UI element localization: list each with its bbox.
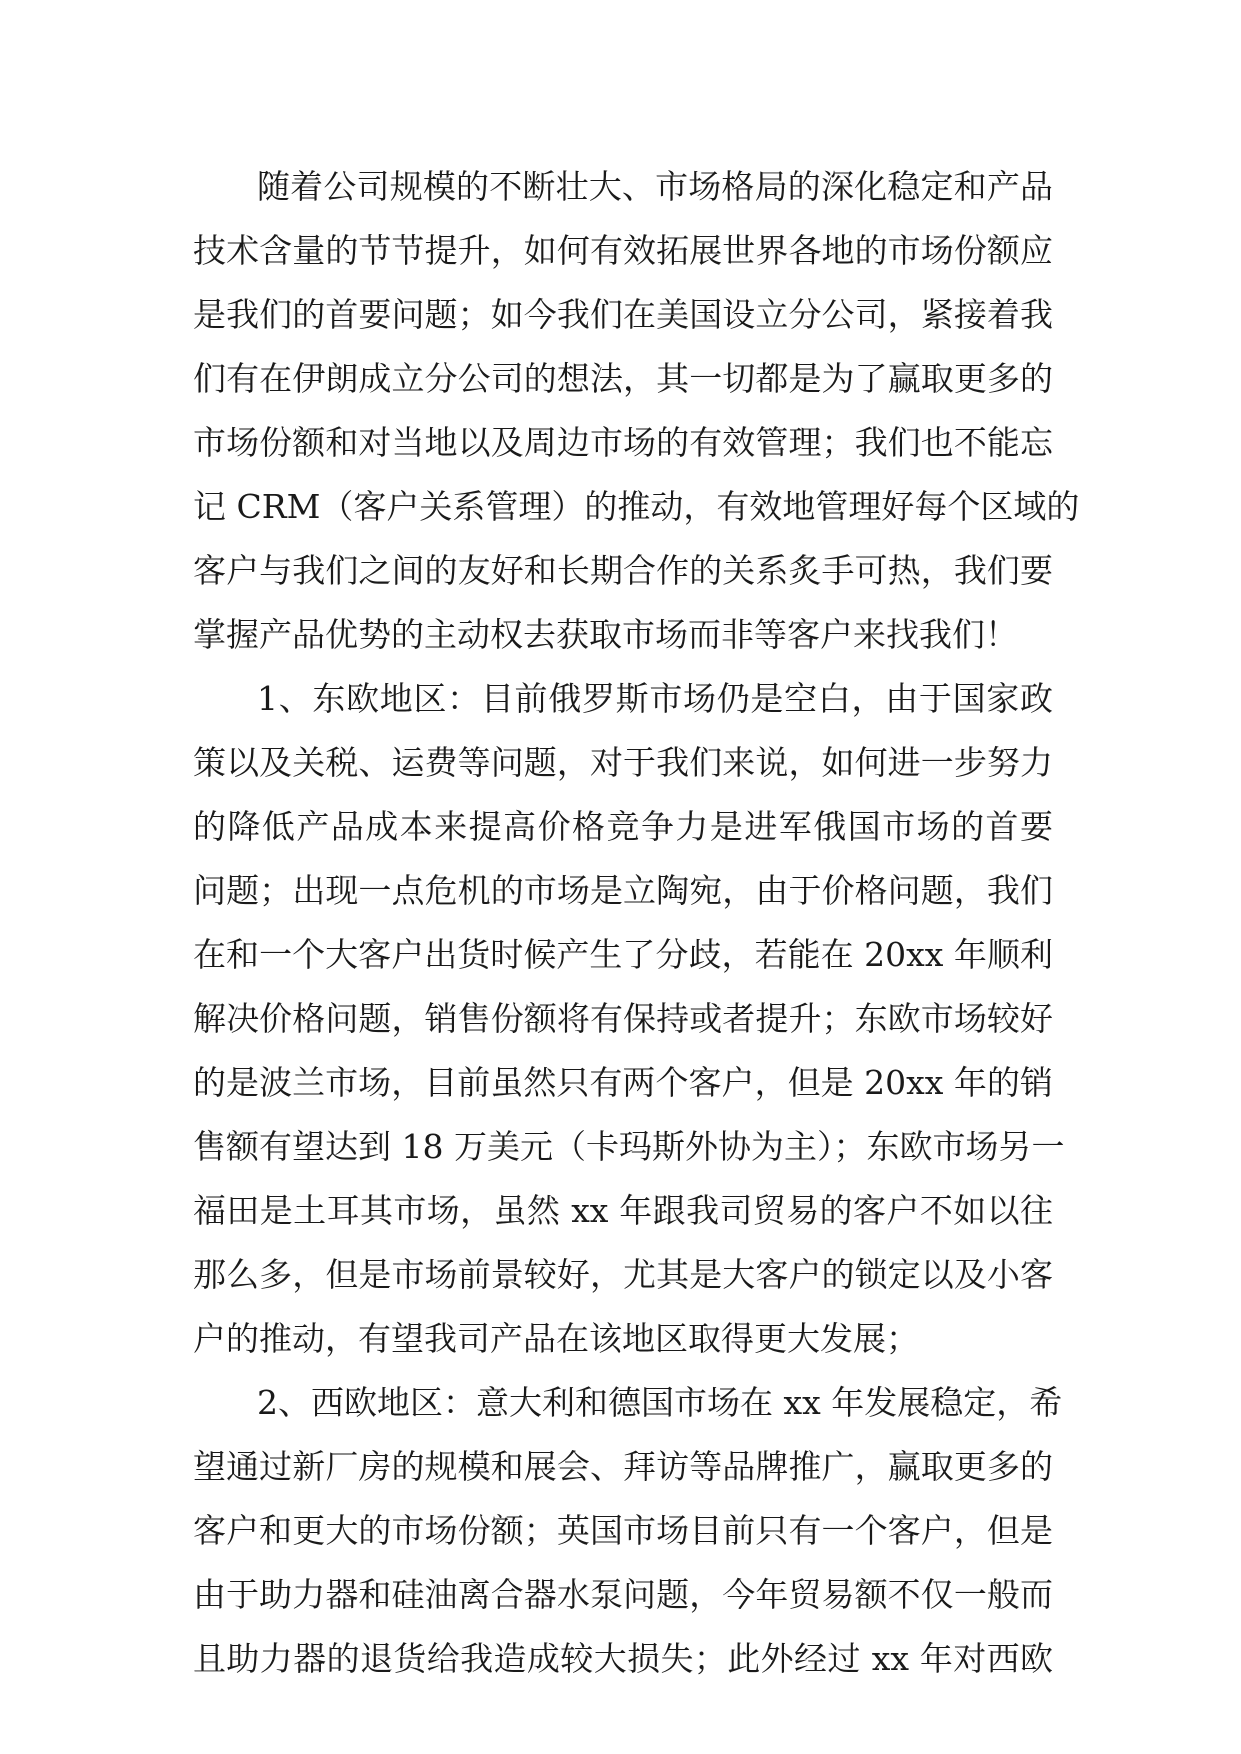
text-line: 客户与我们之间的友好和长期合作的关系炙手可热，我们要 (193, 551, 1053, 590)
text-line: 售额有望达到 18 万美元（卡玛斯外协为主）；东欧市场另一 (193, 1127, 1065, 1166)
text-line: 们有在伊朗成立分公司的想法，其一切都是为了赢取更多的 (193, 359, 1053, 398)
text-line: 那么多，但是市场前景较好，尤其是大客户的锁定以及小客 (193, 1255, 1053, 1294)
paragraph-eastern-europe (193, 667, 1065, 1371)
text-line: 且助力器的退货给我造成较大损失；此外经过 xx 年对西欧 (193, 1639, 1053, 1678)
text-line: 福田是土耳其市场，虽然 xx 年跟我司贸易的客户不如以往 (193, 1191, 1053, 1230)
text-line: 掌握产品优势的主动权去获取市场而非等客户来找我们！ (193, 615, 1018, 654)
text-line: 解决价格问题，销售份额将有保持或者提升；东欧市场较好 (193, 999, 1053, 1038)
text-line: 1、东欧地区：目前俄罗斯市场仍是空白，由于国家政 (257, 679, 1053, 718)
text-line: 策以及关税、运费等问题，对于我们来说，如何进一步努力 (193, 743, 1053, 782)
document-body (193, 155, 1080, 1691)
text-line: 户的推动，有望我司产品在该地区取得更大发展； (193, 1319, 919, 1358)
text-line: 由于助力器和硅油离合器水泵问题，今年贸易额不仅一般而 (193, 1575, 1053, 1614)
text-line: 市场份额和对当地以及周边市场的有效管理；我们也不能忘 (193, 423, 1053, 462)
text-line: 的是波兰市场，目前虽然只有两个客户，但是 20xx 年的销 (193, 1063, 1053, 1102)
paragraph-western-europe (193, 1371, 1063, 1691)
text-line: 记 CRM（客户关系管理）的推动，有效地管理好每个区域的 (193, 487, 1080, 526)
text-line: 望通过新厂房的规模和展会、拜访等品牌推广，赢取更多的 (193, 1447, 1053, 1486)
paragraph-intro (193, 155, 1080, 667)
text-line: 随着公司规模的不断壮大、市场格局的深化稳定和产品 (257, 167, 1053, 206)
text-line: 是我们的首要问题；如今我们在美国设立分公司，紧接着我 (193, 295, 1053, 334)
text-line: 2、西欧地区：意大利和德国市场在 xx 年发展稳定，希 (257, 1383, 1063, 1422)
text-line: 技术含量的节节提升，如何有效拓展世界各地的市场份额应 (193, 231, 1053, 270)
text-line: 客户和更大的市场份额；英国市场目前只有一个客户，但是 (193, 1511, 1053, 1550)
text-line: 的降低产品成本来提高价格竞争力是进军俄国市场的首要 (193, 807, 1053, 846)
text-line: 问题；出现一点危机的市场是立陶宛，由于价格问题，我们 (193, 871, 1053, 910)
text-line: 在和一个大客户出货时候产生了分歧，若能在 20xx 年顺利 (193, 935, 1053, 974)
